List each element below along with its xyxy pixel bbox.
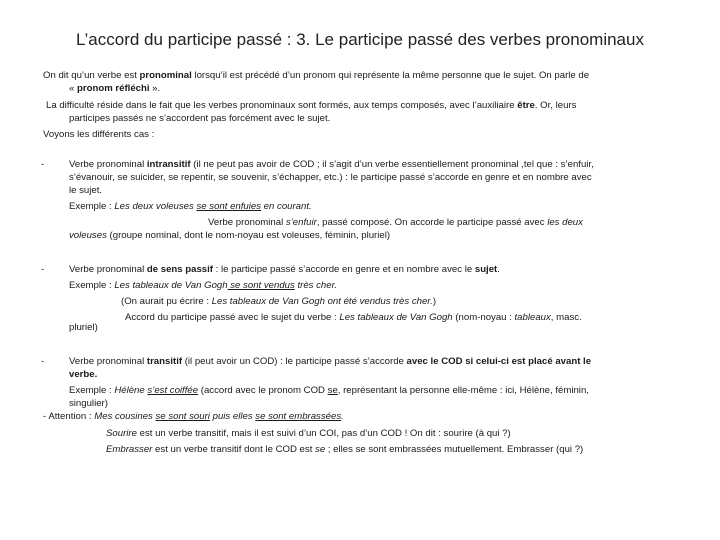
bullet-2: - [41,264,45,275]
s1-comment-2: voleuses (groupe nominal, dont le nom-noyau est voleuses, féminin, pluriel) [69,230,391,241]
s1-example: Exemple : Les deux voleuses se sont enfuies en courant. [69,201,312,212]
s2-alternative: (On aurait pu écrire : Les tableaux de Van Gogh ont été vendus très cher.) [121,296,437,307]
s3-example: Exemple : Hélène s’est coiffée (accord avec le pronom COD se, représentant la personne elle-même : ici, Hélène, féminin, [69,385,589,396]
s3-note-1: Sourire est un verbe transitif, mais il est suivi d’un COI, pas d’un COD ! On dit : sourire (à qui ?) [106,428,511,439]
s1-line-2: s’évanouir, se suicider, se repentir, se souvenir, s’échapper, etc.) : le participe passé s’accorde en genre et en nombre avec [69,172,592,183]
intro-line-2: « pronom réfléchi ». [69,83,161,94]
s2-line-1: Verbe pronominal de sens passif : le participe passé s’accorde en genre et en nombre avec le sujet. [69,264,500,275]
s3-example-2: singulier) [69,398,108,409]
intro-line-1: On dit qu’un verbe est pronominal lorsqu’il est précédé d’un pronom qui représente la même personne que le sujet. On parle de [43,70,590,81]
s2-example: Exemple : Les tableaux de Van Gogh se sont vendus très cher. [69,280,338,291]
s3-note-2: Embrasser est un verbe transitif dont le COD est se ; elles se sont embrassées mutuellement. Embrasser (qui ?) [106,444,584,455]
page-title: L’accord du participe passé : 3. Le participe passé des verbes pronominaux [76,30,644,49]
s2-tail: pluriel) [69,322,98,333]
intro-line-4: participes passés ne s’accordent pas forcément avec le sujet. [69,113,331,124]
s3-attention: - Attention : Mes cousines se sont souri puis elles se sont embrassées. [43,411,344,422]
bullet-1: - [41,159,45,170]
s2-agreement: Accord du participe passé avec le sujet du verbe : Les tableaux de Van Gogh (nom-noyau : tableaux, masc. [125,312,582,323]
s1-line-3: le sujet. [69,185,103,196]
s3-line-2: verbe. [69,369,98,380]
intro-line-5: Voyons les différents cas : [43,129,155,140]
intro-line-3: La difficulté réside dans le fait que les verbes pronominaux sont formés, aux temps composés, avec l’auxiliaire être. Or, leurs [46,100,577,111]
s1-comment-1: Verbe pronominal s’enfuir, passé composé. On accorde le participe passé avec les deux [208,217,583,228]
s1-line-1: Verbe pronominal intransitif (il ne peut pas avoir de COD ; il s’agit d’un verbe essentiellement pronominal ,tel que : s’enfuir, [69,159,594,170]
s3-line-1: Verbe pronominal transitif (il peut avoir un COD) : le participe passé s’accorde avec le COD si celui-ci est placé avant le [69,356,592,367]
bullet-3: - [41,356,45,367]
